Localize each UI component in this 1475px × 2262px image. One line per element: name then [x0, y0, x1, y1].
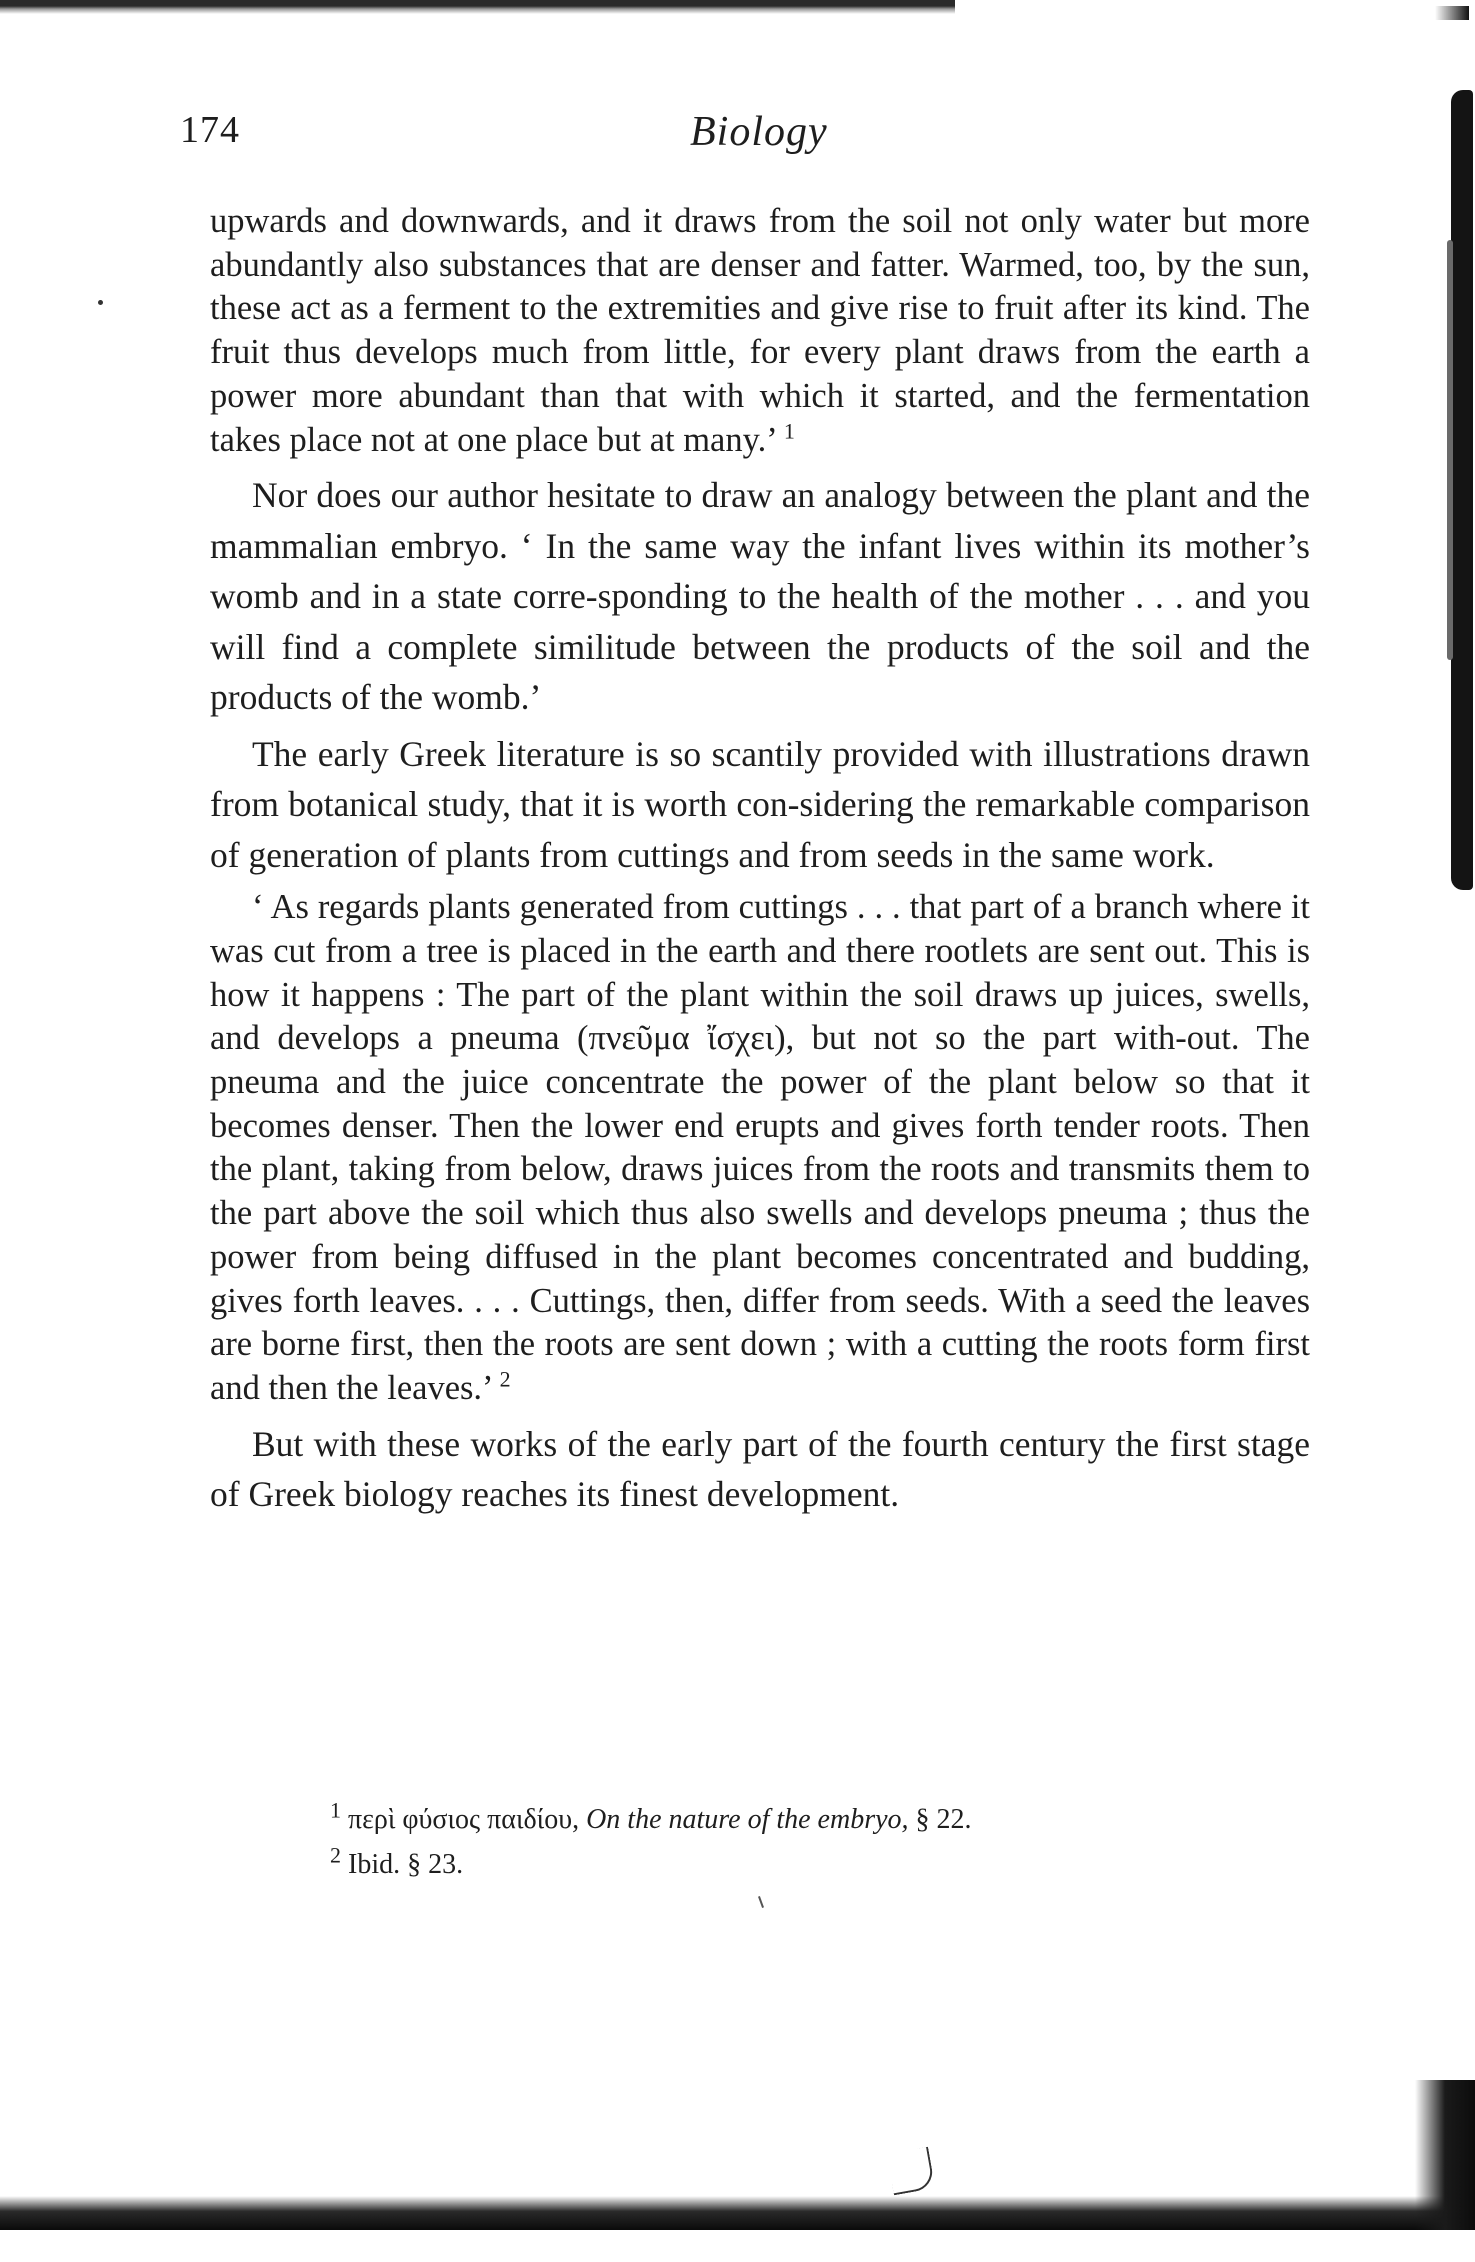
- paragraph-4: [210, 886, 1310, 1410]
- spine-shadow-fade: [1447, 240, 1453, 660]
- footnote-1-title: On the nature of the embryo,: [586, 1804, 909, 1835]
- paragraph-1: [210, 200, 1310, 462]
- page-bottom-shadow: [0, 2196, 1475, 2230]
- scan-edge-top-right: [955, 0, 1475, 14]
- paragraph-4-text: ‘ As regards plants generated from cuttings . . . that part of a branch where it was cut from a tree is placed in the earth and there rootlets are sent out. This is how it happens : The part of the plant within the soil draws up juices, swells, and develops a pneuma (πνεῦμα ἴσχει), but not so the part with-out. The pneuma and the juice concentrate the power of the plant below so that it becomes denser. Then the lower end erupts and gives forth tender roots. Then the plant, taking from below, draws juices from the roots and transmits them to the part above the soil which thus also swells and develops pneuma ; thus the power from being diffused in the plant becomes concentrated and budding, gives forth leaves. . . . Cuttings, then, differ from seeds. With a seed the leaves are borne first, then the roots are sent down ; with a cutting the roots form first and then the leaves.’: [210, 888, 1310, 1407]
- paragraph-5: But with these works of the early part of the fourth century the first stage of Greek biology reaches its finest development.: [210, 1423, 1310, 1514]
- footnote-2: [330, 1842, 1230, 1887]
- paragraph-1-text: upwards and downwards, and it draws from the soil not only water but more abundantly also substances that are denser and fatter. Warmed, too, by the sun, these act as a ferment to the extremities and give rise to fruit after its kind. The fruit thus develops much from little, for every plant draws from the earth a power more abundant than that with which it started, and the fermentation takes place not at one place but at many.’: [210, 202, 1310, 459]
- footnote-2-text: Ibid. § 23.: [348, 1849, 464, 1880]
- footnote-1-ref: § 22.: [915, 1804, 972, 1835]
- footnotes: [330, 1797, 1230, 1887]
- page-header: [180, 108, 1310, 168]
- footnote-2-mark: 2: [330, 1842, 341, 1868]
- corner-mark: [1435, 6, 1469, 20]
- footnote-ref-2: 2: [499, 1366, 511, 1392]
- stray-dot: [98, 300, 103, 305]
- paragraph-2: Nor does our author hesitate to draw an analogy between the plant and the mammalian embryo. ‘ In the same way the infant lives within its mother’s womb and in a state corre-sponding to the health of the mother . . . and you will find a complete similitude between the products of the soil and the products of the womb.’: [210, 475, 1310, 718]
- footnote-ref-1: 1: [783, 418, 795, 444]
- body-text: [210, 200, 1310, 1527]
- bottom-squiggle: [887, 2147, 936, 2196]
- stray-tick: [758, 1896, 764, 1908]
- page-number: 174: [180, 109, 240, 151]
- bottom-blank: [0, 2230, 1475, 2262]
- footnote-1-mark: 1: [330, 1797, 341, 1823]
- spine-shadow: [1451, 90, 1473, 890]
- paragraph-3: The early Greek literature is so scantily provided with illustrations drawn from botanical study, that it is worth con-sidering the remarkable comparison of generation of plants from cuttings and from seeds in the same work.: [210, 733, 1310, 875]
- footnote-1: [330, 1797, 1230, 1842]
- page-bottom-shadow-right: [1415, 2080, 1475, 2230]
- footnote-1-greek: περὶ φύσιος παιδίου,: [348, 1804, 580, 1835]
- running-head: Biology: [690, 109, 828, 155]
